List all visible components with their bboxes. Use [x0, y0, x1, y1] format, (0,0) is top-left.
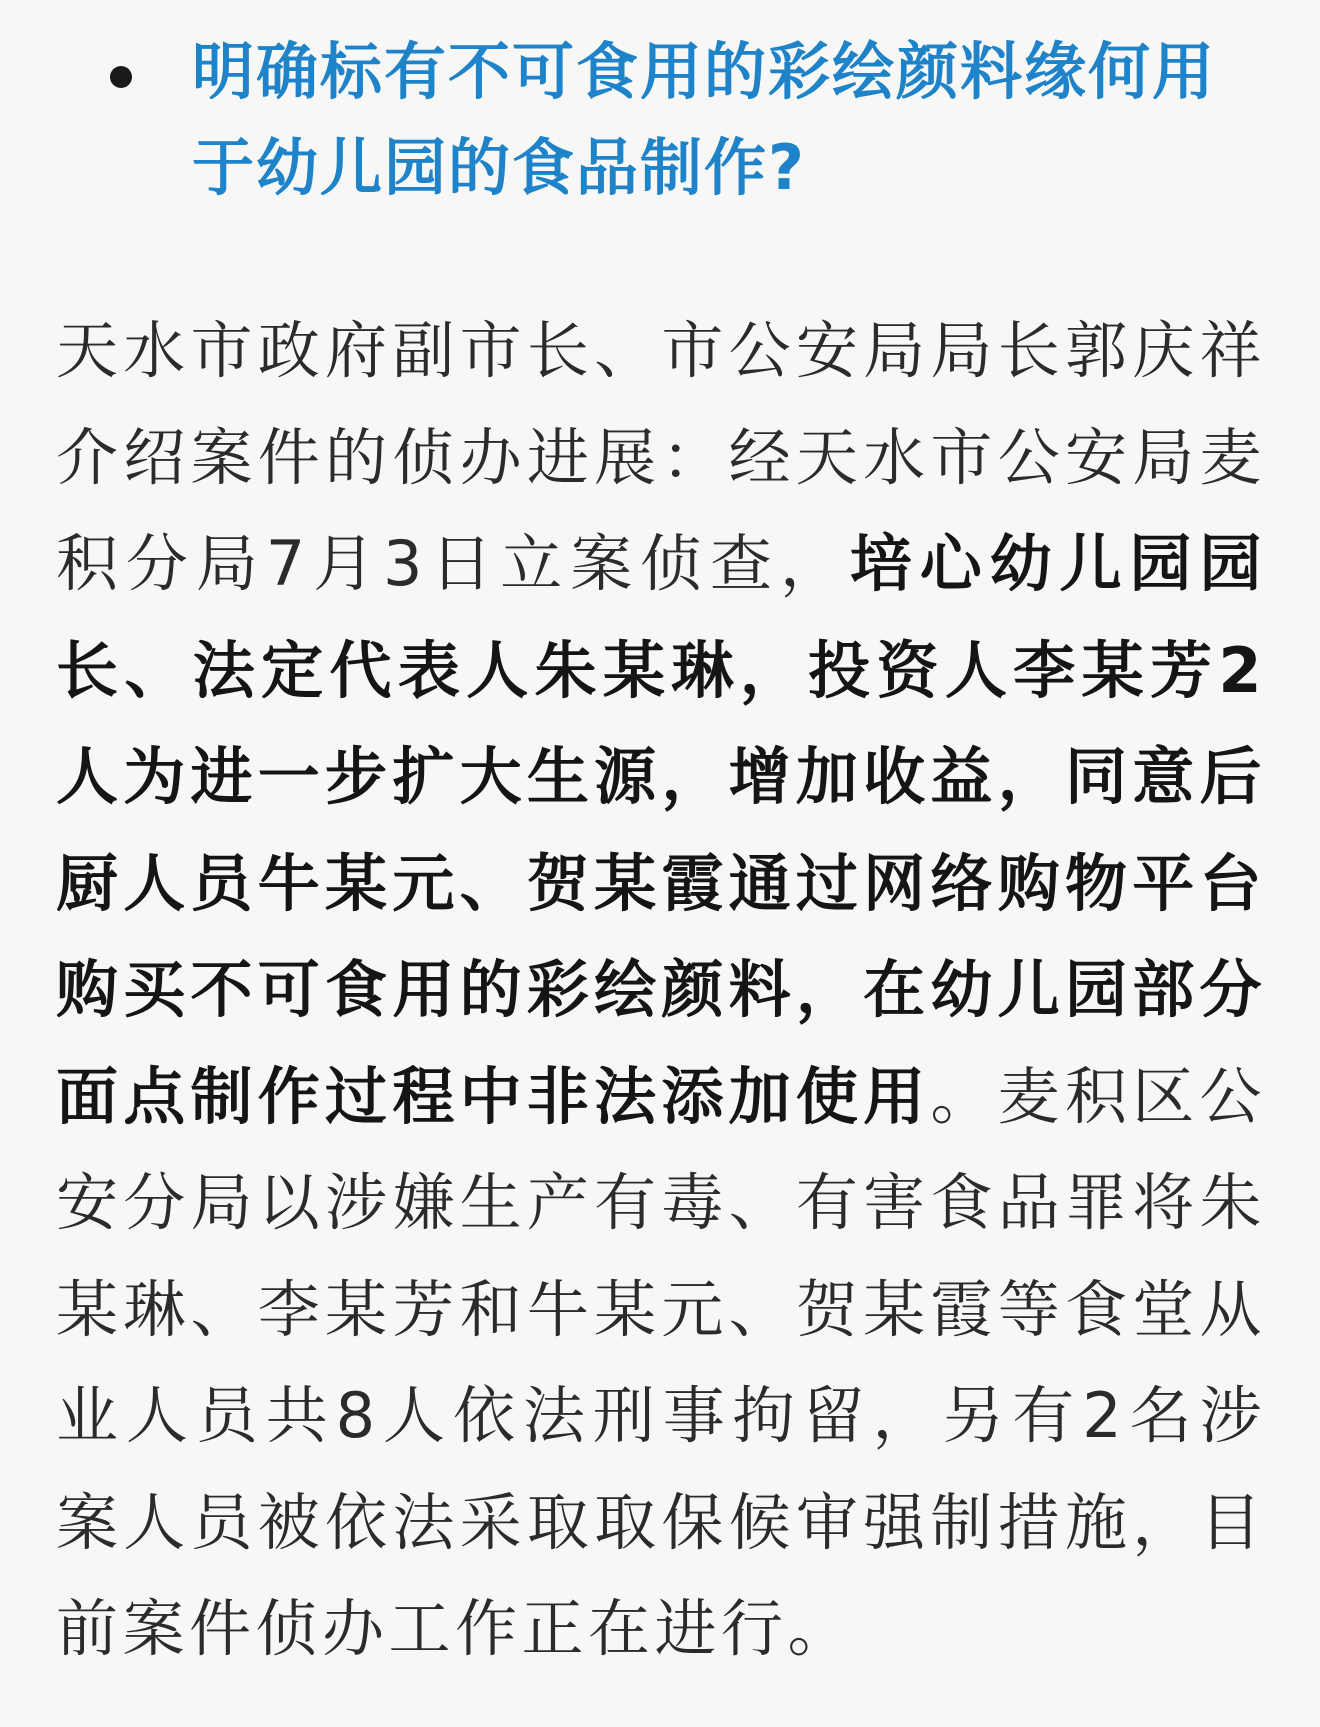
heading-list-item — [110, 24, 1270, 216]
article-paragraph — [56, 298, 1266, 1683]
paragraph-intro: 天水市政府副市长、市公安局局长郭庆祥介绍案件的侦办进展：经天水市公安局麦积分局7月3日立案侦查， — [56, 314, 1266, 600]
section-heading: 明确标有不可食用的彩绘颜料缘何用于幼儿园的食品制作? — [192, 35, 1217, 204]
paragraph-rest: 。麦积区公安分局以涉嫌生产有毒、有害食品罪将朱某琳、李某芳和牛某元、贺某霞等食堂从业人员共8人依法刑事拘留，另有2名涉案人员被依法采取取保候审强制措施，目前案件侦办工作正在进行。 — [56, 1059, 1266, 1665]
paragraph-emphasis: 培心幼儿园园长、法定代表人朱某琳，投资人李某芳2人为进一步扩大生源，增加收益，同意后厨人员牛某元、贺某霞通过网络购物平台购买不可食用的彩绘颜料，在幼儿园部分面点制作过程中非法添加使用 — [56, 527, 1266, 1133]
bullet-icon — [110, 66, 132, 88]
